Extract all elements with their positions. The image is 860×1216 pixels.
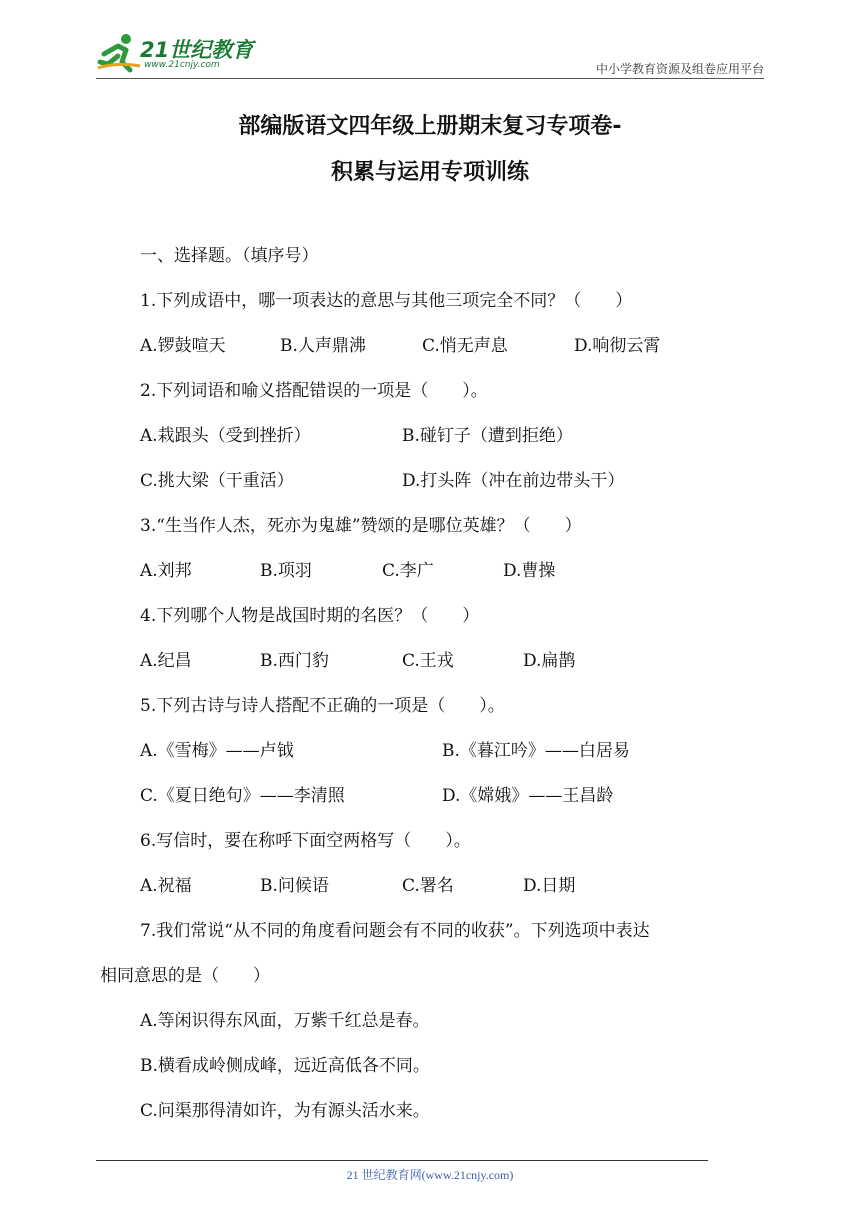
q5-option-c: C.《夏日绝句》——李清照 — [140, 786, 345, 806]
q3-option-b: B.项羽 — [260, 561, 312, 581]
footer-divider — [96, 1160, 708, 1161]
question-4-stem: 4.下列哪个人物是战国时期的名医？（ ） — [140, 606, 480, 626]
q6-option-d: D.日期 — [523, 876, 576, 896]
logo-url: www.21cnjy.com — [144, 60, 220, 70]
q5-option-a: A.《雪梅》——卢钺 — [140, 741, 294, 761]
q1-option-a: A.锣鼓喧天 — [140, 336, 226, 356]
question-3-stem: 3.“生当作人杰，死亦为鬼雄”赞颂的是哪位英雄？（ ） — [140, 516, 582, 536]
header-divider — [96, 78, 764, 79]
q1-option-c: C.悄无声息 — [422, 336, 508, 356]
q1-option-d: D.响彻云霄 — [574, 336, 661, 356]
q4-option-c: C.王戎 — [402, 651, 454, 671]
site-logo — [96, 30, 266, 76]
question-2-stem: 2.下列词语和喻义搭配错误的一项是（ ）。 — [140, 381, 488, 401]
q1-option-b: B.人声鼎沸 — [280, 336, 366, 356]
q7-option-a: A.等闲识得东风面，万紫千红总是春。 — [140, 1011, 430, 1031]
question-7-stem-line-2: 相同意思的是（ ） — [100, 966, 270, 986]
q4-option-a: A.纪昌 — [140, 651, 192, 671]
q5-option-d: D.《嫦娥》——王昌龄 — [442, 786, 614, 806]
q3-option-a: A.刘邦 — [140, 561, 192, 581]
question-1-stem: 1.下列成语中，哪一项表达的意思与其他三项完全不同？（ ） — [140, 291, 633, 311]
logo-text: 21世纪教育 — [140, 38, 254, 62]
question-6-stem: 6.写信时，要在称呼下面空两格写（ ）。 — [140, 831, 471, 851]
q2-option-d: D.打头阵（冲在前边带头干） — [402, 471, 625, 491]
question-7-stem-line-1: 7.我们常说“从不同的角度看问题会有不同的收获”。下列选项中表达 — [140, 921, 650, 941]
q4-option-d: D.扁鹊 — [523, 651, 576, 671]
q4-option-b: B.西门豹 — [260, 651, 329, 671]
q2-option-b: B.碰钉子（遭到拒绝） — [402, 426, 573, 446]
q6-option-b: B.问候语 — [260, 876, 329, 896]
runner-logo-icon — [96, 32, 142, 76]
q3-option-d: D.曹操 — [503, 561, 556, 581]
q6-option-a: A.祝福 — [140, 876, 192, 896]
q7-option-b: B.横看成岭侧成峰，远近高低各不同。 — [140, 1056, 430, 1076]
footer-text[interactable]: 21 世纪教育网(www.21cnjy.com) — [346, 1168, 514, 1182]
page-header — [96, 30, 764, 78]
question-5-stem: 5.下列古诗与诗人搭配不正确的一项是（ ）。 — [140, 696, 505, 716]
q2-option-c: C.挑大梁（干重活） — [140, 471, 294, 491]
title-line-2: 积累与运用专项训练 — [330, 160, 529, 185]
q6-option-c: C.署名 — [402, 876, 454, 896]
q7-option-c: C.问渠那得清如许，为有源头活水来。 — [140, 1101, 430, 1121]
section-heading: 一、选择题。（填序号） — [140, 246, 319, 266]
header-tagline: 中小学教育资源及组卷应用平台 — [595, 62, 764, 76]
q2-option-a: A.栽跟头（受到挫折） — [140, 426, 311, 446]
title-line-1: 部编版语文四年级上册期末复习专项卷- — [238, 114, 622, 139]
q3-option-c: C.李广 — [382, 561, 434, 581]
q5-option-b: B.《暮江吟》——白居易 — [442, 741, 630, 761]
